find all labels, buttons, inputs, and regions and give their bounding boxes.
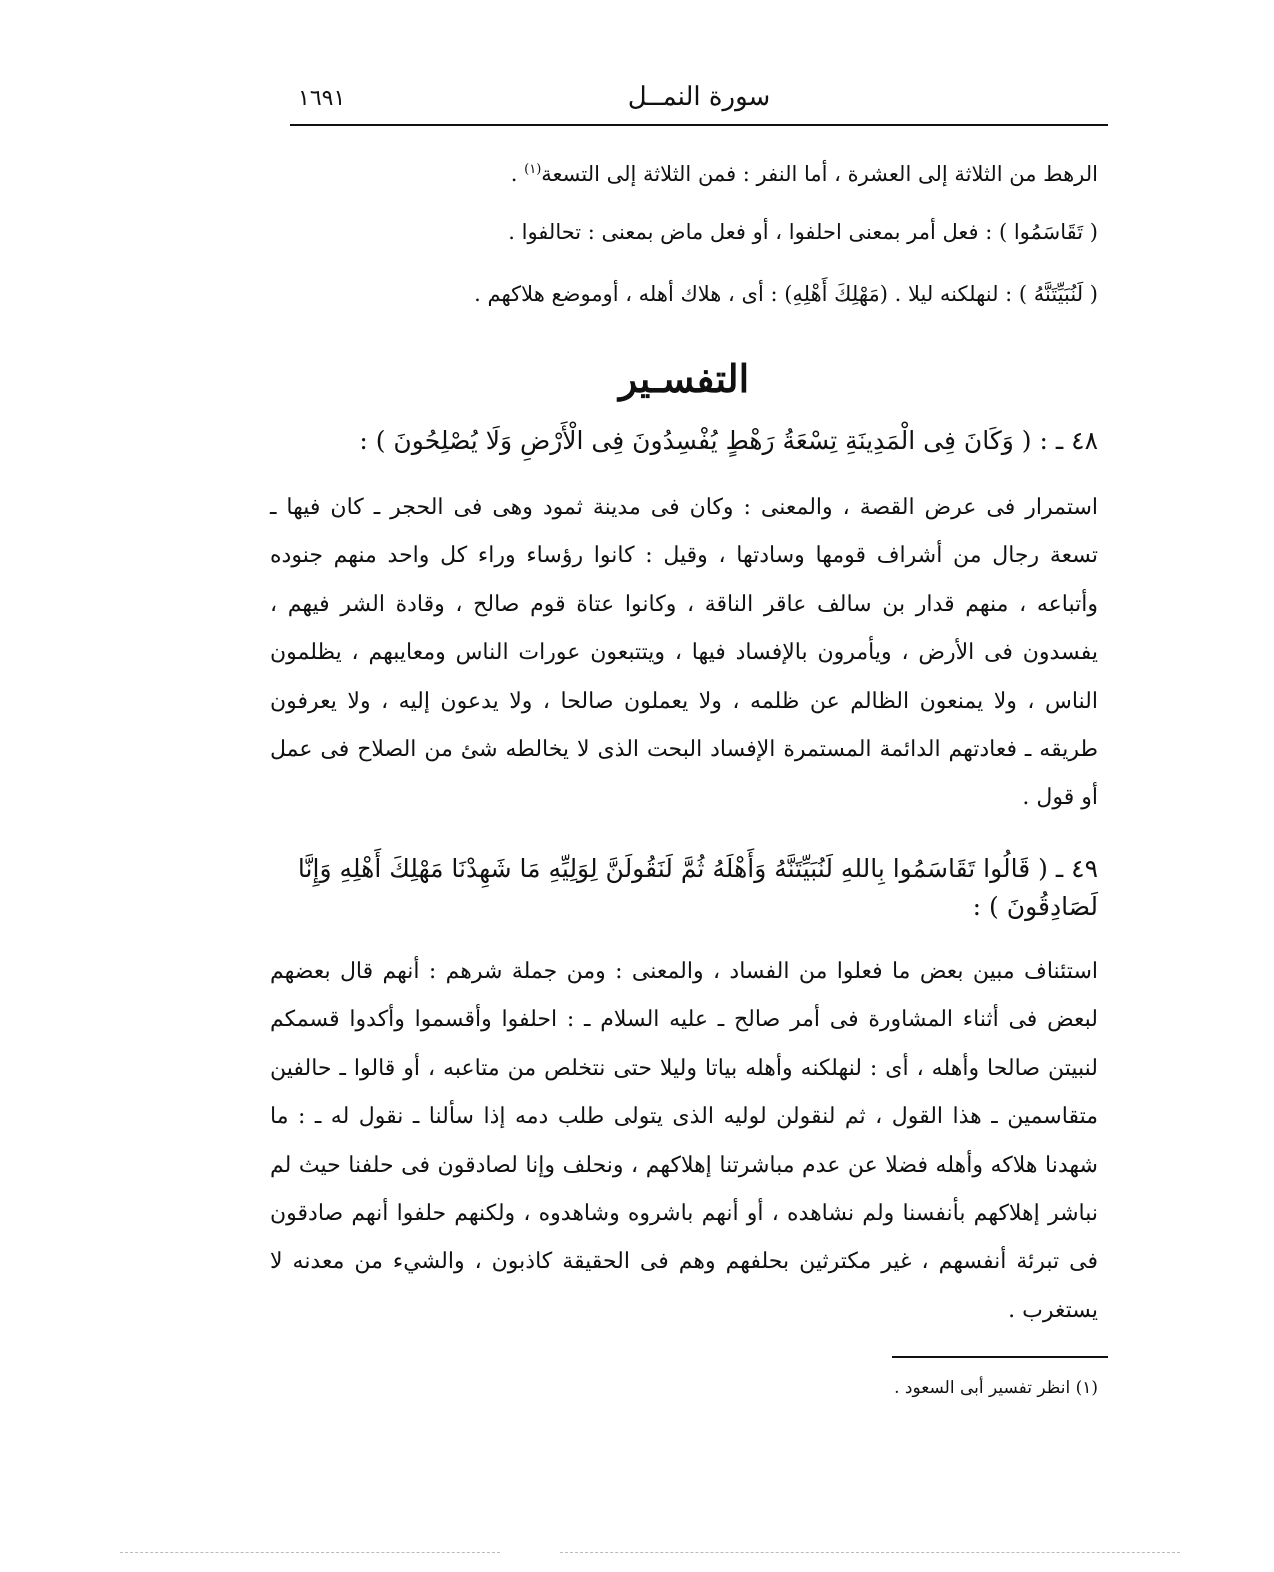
commentary-48: استمرار فى عرض القصة ، والمعنى : وكان فى مدينة ثمود وهى فى الحجر ـ كان فيها ـ تسعة رجال من أشراف قومها وسادتها ، وقيل : كانوا رؤساء وراء كل واحد منهم جنوده وأتباعه ، منهم قدار بن سالف عاقر الناقة ، وكانوا عتاة قوم صالح ، وقادة الشر فيهم ، يفسدون فى الأرض ، ويأمرون بالإفساد فيها ، ويتتبعون عورات الناس ومعايبهم ، يظلمون الناس ، ولا يمنعون الظالم عن ظلمه ، ولا يعملون صالحا ، ولا يدعون إليه ، ولا يعرفون طريقه ـ فعادتهم الدائمة المستمرة الإفساد البحت الذى لا يخالطه شئ من الصلاح فى عمل أو قول . bbox=[270, 495, 1098, 811]
scan-edge-line-left bbox=[120, 1552, 500, 1553]
glossary-line-2: ( تَقَاسَمُوا ) : فعل أمر بمعنى احلفوا ، أو فعل ماض بمعنى : تحالفوا . bbox=[508, 220, 1098, 244]
commentary-49: استئناف مبين بعض ما فعلوا من الفساد ، والمعنى : ومن جملة شرهم : أنهم قال بعضهم لبعض فى أثناء المشاورة فى أمر صالح ـ عليه السلام ـ : احلفوا وأقسموا وأكدوا قسمكم لنبيتن صالحا وأهله ، أى : لنهلكنه وأهله بياتا وليلا حتى نتخلص من متاعبه ، أو قالوا ـ حالفين متقاسمين ـ هذا القول ، ثم لنقولن لوليه الذى يتولى طلب دمه إذا سألنا ـ نقول له ـ : ما شهدنا هلاكه وأهله فضلا عن عدم مباشرتنا إهلاكهم ، ونحلف وإنا لصادقون فى حلفنا حيث لم نباشر إهلاكهم بأنفسنا ولم نشاهده ، أو أنهم باشروه وشاهدوه ، ولكنهم حلفوا أنهم صادقون فى تبرئة أنفسهم ، غير مكترثين بحلفهم وهم فى الحقيقة كاذبون ، والشيء من معدنه لا يستغرب . bbox=[270, 959, 1098, 1323]
verse-49: ٤٩ ـ ( قَالُوا تَقَاسَمُوا بِاللهِ لَنُبَيِّتَنَّهُ وَأَهْلَهُ ثُمَّ لَنَقُولَنَّ لِوَلِيِّهِ مَا شَهِدْنَا مَهْلِكَ أَهْلِهِ وَإِنَّا لَصَادِقُونَ ) : bbox=[297, 854, 1098, 921]
surah-title: سورة النمــل bbox=[627, 82, 771, 112]
verse-48: ٤٨ ـ : ( وَكَانَ فِى الْمَدِينَةِ تِسْعَةُ رَهْطٍ يُفْسِدُونَ فِى الْأَرْضِ وَلَا يُصْلِحُونَ ) : bbox=[359, 426, 1098, 455]
glossary-line-1 bbox=[270, 160, 1098, 188]
section-title: التفسـير bbox=[618, 356, 750, 401]
footnote-divider bbox=[892, 1356, 1108, 1358]
glossary-line-1-end: . bbox=[510, 162, 525, 186]
page-number: ١٦٩١ bbox=[298, 86, 346, 111]
footnote: (١) انظر تفسير أبى السعود . bbox=[894, 1378, 1098, 1398]
footnote-marker: (١) bbox=[524, 162, 542, 177]
page-header bbox=[290, 78, 1108, 126]
glossary-line-3: ( لَنُبَيِّتَنَّهُ ) : لنهلكنه ليلا . (مَهْلِكَ أَهْلِهِ) : أى ، هلاك أهله ، أوموضع هلاكهم . bbox=[474, 282, 1098, 306]
scan-edge-line-right bbox=[560, 1552, 1180, 1553]
glossary-line-1-text: الرهط من الثلاثة إلى العشرة ، أما النفر : فمن الثلاثة إلى التسعة bbox=[541, 162, 1098, 186]
header-divider bbox=[290, 124, 1108, 126]
